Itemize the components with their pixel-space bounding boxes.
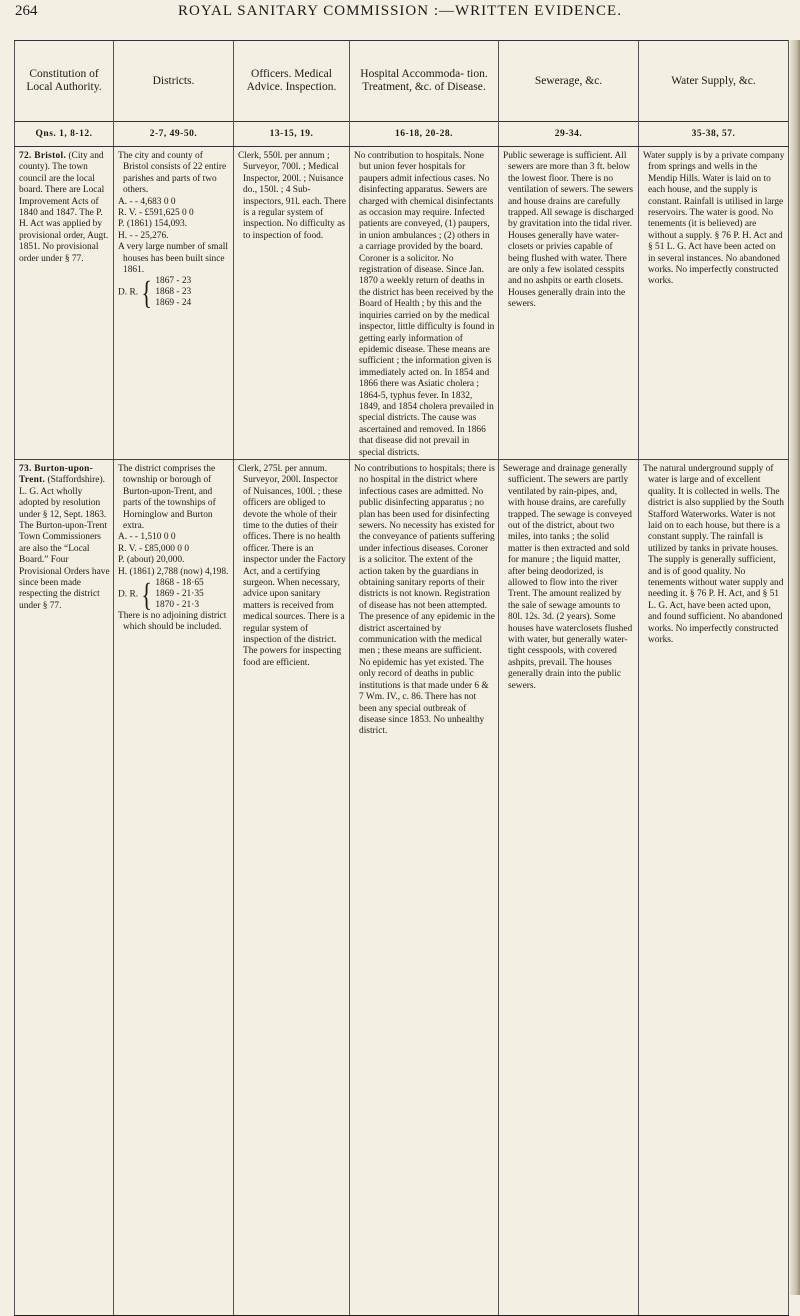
- hospital-text: No contribution to hospitals. None but union fever hospitals for paupers admit infectious cases. No disinfecting apparatus. Sewers are charged with chemical disinfectants as occasion may require. Infected patients are conveyed, (1) paupers, in union ambulances ; (2) others in a carriage provided by the board. Coroner is a solicitor. No registration of disease. Since Jan. 1870 a weekly return of deaths in the district has been received by the Board of Health ; by this and the inquiries carried on by the medical inspector, little difficulty is found in getting early information of epidemic disease. These means are sufficient ; the information given is immediately acted on. In 1854 and 1866 there was Asiatic cholera ; 1864-5, typhus fever. In 1832, 1849, and 1854 cholera prevailed in special districts. The cause was ascertained and removed. In 1866 that disease did not prevail in special districts.: [354, 151, 495, 458]
- sewerage-text: Public sewerage is sufficient. All sewers are more than 3 ft. below the lowest floor. There is no ventilation of sewers. The sewers and house drains are carefully trapped. All sewage is discharged by gravitation into the tidal river. Houses generally have water-closets or privies capable of being flushed with water. There are only a few isolated cesspits and no ashpits or earth closets. Houses generally drain into the sewers.: [503, 151, 634, 310]
- districts-cell: [114, 147, 234, 460]
- districts-line: A very large number of small houses has been built since 1861.: [118, 242, 228, 276]
- officers-cell: [234, 459, 350, 1315]
- sewerage-cell: [499, 147, 639, 460]
- questions-districts: 2-7, 49-50.: [114, 122, 234, 147]
- page-number: 264: [15, 3, 38, 19]
- hospital-cell: [350, 147, 499, 460]
- constitution-cell: [15, 459, 114, 1315]
- officers-text: Clerk, 275l. per annum. Surveyor, 200l. Inspector of Nuisances, 100l. ; these officers are obliged to devote the whole of their time to the duties of their offices. There is no health officer. There is an inspector under the Factory Act, and a certifying surgeon. When necessary, advice upon sanitary matters is received from medical sources. There is a regular system of inspection of the district. The powers for inspecting food are efficient.: [238, 463, 346, 668]
- hospital-cell: [350, 459, 499, 1315]
- brace-glyph: {: [141, 273, 152, 311]
- entry-row-burton: [15, 459, 789, 1315]
- entry-name: 72. Bristol.: [19, 151, 67, 161]
- districts-line: H. - - 25,276.: [118, 230, 169, 241]
- column-header-officers: Officers. Medical Advice. Inspection.: [234, 41, 350, 122]
- entry-row-bristol: [15, 147, 789, 460]
- death-rate-label: D. R.: [118, 288, 139, 299]
- sewerage-cell: [499, 459, 639, 1315]
- officers-text: Clerk, 550l. per annum ; Surveyor, 700l. ; Medical Inspector, 200l. ; Nuisance do., 150l. ; 4 Sub-inspectors, 91l. each. There is a regular system of inspection. No difficulty as to inspection of food.: [238, 151, 346, 241]
- entry-name: 73. Burton-upon-Trent.: [19, 463, 94, 486]
- constitution-text: (City and county). The town council are the local board. There are Local Improvement Acts of 1840 and 1847. The P. H. Act was applied by provisional order, Augt. 1851. No provisional order under § 77.: [19, 151, 109, 264]
- districts-line: P. (about) 20,000.: [118, 555, 185, 566]
- questions-water: 35-38, 57.: [639, 122, 789, 147]
- column-header-row: [15, 41, 789, 122]
- column-header-water: Water Supply, &c.: [639, 41, 789, 122]
- death-rate-year: 1868 - 23: [155, 287, 192, 298]
- column-header-sewerage: Sewerage, &c.: [499, 41, 639, 122]
- questions-hospital: 16-18, 20-28.: [350, 122, 499, 147]
- water-cell: [639, 147, 789, 460]
- death-rate-year: 1868 - 18·65: [155, 578, 204, 589]
- page-edge-strip: [790, 40, 800, 1295]
- districts-intro: The district comprises the township or borough of Burton-upon-Trent, and parts of the townships of Horninglow and Burton extra.: [118, 463, 216, 531]
- water-text: Water supply is by a private company from springs and wells in the Mendip Hills. Water is laid on to each house, and the supply is constant. Rainfall is utilised in large reservoirs. The water is good. No tenements (it is believed) are without a supply. § 76 P. H. Act and § 51 L. G. Act have been acted on in several instances. No abandoned works. No imperfectly constructed works.: [643, 151, 785, 287]
- districts-outro: There is no adjoining district which should be included.: [118, 611, 227, 633]
- districts-cell: [114, 459, 234, 1315]
- death-rate-year: 1870 - 21·3: [155, 600, 200, 611]
- sewerage-text: Sewerage and drainage generally sufficient. The sewers are partly ventilated by rain-pipes, and, with house drains, are carefully trapped. The sewage is conveyed out of the district, about two miles, into tanks ; the solid matter is then extracted and sold for manure ; the liquid matter, after being deodorized, is allowed to flow into the river Trent. The amount realized by the sale of sewage amounts to 80l. 12s. 3d. (2 years). Some houses have waterclosets flushed with water, but generally water-tight cesspools, with covered ashpits, prevail. The houses generally drain into the public sewers.: [503, 463, 633, 691]
- death-rate-year: 1869 - 21·35: [155, 589, 204, 600]
- death-rate-label: D. R.: [118, 589, 139, 600]
- death-rate-year: 1869 - 24: [155, 298, 192, 309]
- question-numbers-row: [15, 122, 789, 147]
- districts-intro: The city and county of Bristol consists of 22 entire parishes and parts of two others.: [118, 151, 227, 196]
- questions-constitution: Qns. 1, 8-12.: [15, 122, 114, 147]
- constitution-cell: [15, 147, 114, 460]
- evidence-table: [14, 40, 789, 1316]
- death-rate-block: [118, 273, 230, 311]
- districts-line: A. - - 1,510 0 0: [118, 532, 176, 543]
- hospital-text: No contributions to hospitals; there is no hospital in the district where infectious cases are admitted. No public disinfecting apparatus ; no plan has been used for disinfecting sewers. No necessity has existed for the conveyance of patients suffering under infectious diseases. Coroner is a solicitor. The extent of the action taken by the guardians in obtaining sanitary reports of their districts is not known. Registration of disease has not been attempted. The presence of any epidemic in the district ascertained by communication with the medical men ; these means are sufficient. No epidemic has yet existed. The only record of deaths in public institutions is that made under 6 & 7 Wm. IV., c. 86. There has not been any special outbreak of disease since 1853. No unhealthy district.: [354, 463, 495, 737]
- death-rate-year: 1867 - 23: [155, 276, 192, 287]
- page-header: [0, 0, 800, 24]
- districts-line: R. V. - £85,000 0 0: [118, 543, 190, 554]
- death-rate-block: [118, 575, 230, 613]
- districts-line: H. (1861) 2,788 (now) 4,198.: [118, 566, 229, 577]
- water-cell: [639, 459, 789, 1315]
- running-head: ROYAL SANITARY COMMISSION :—WRITTEN EVIDENCE.: [178, 3, 622, 19]
- questions-officers: 13-15, 19.: [234, 122, 350, 147]
- column-header-districts: Districts.: [114, 41, 234, 122]
- column-header-constitution: Constitution of Local Authority.: [15, 41, 114, 122]
- officers-cell: [234, 147, 350, 460]
- column-header-hospital: Hospital Accommoda- tion. Treatment, &c. of Disease.: [350, 41, 499, 122]
- questions-sewerage: 29-34.: [499, 122, 639, 147]
- districts-line: P. (1861) 154,093.: [118, 219, 188, 230]
- constitution-text: (Staffordshire). L. G. Act wholly adopted by resolution under § 12, Sept. 1863. The Burton-upon-Trent Town Commissioners are also the “Local Board.” Four Provisional Orders have since been made respecting the district under § 77.: [19, 475, 110, 611]
- brace-glyph: {: [141, 575, 152, 613]
- districts-line: A. - - 4,683 0 0: [118, 196, 176, 207]
- water-text: The natural underground supply of water is large and of excellent quality. It is collected in wells. The district is also supplied by the South Stafford Waterworks. Water is not laid on to each house, but there is a constant supply. The rainfall is utilized by tanks in private houses. The supply is generally sufficient, and is of good quality. No tenements without water supply and needing it. § 76 P. H. Act, and § 51 L. G. Act, have been acted upon, and found sufficient. No abandoned works. No imperfectly constructed works.: [643, 463, 784, 646]
- districts-line: R. V. - £591,625 0 0: [118, 208, 194, 219]
